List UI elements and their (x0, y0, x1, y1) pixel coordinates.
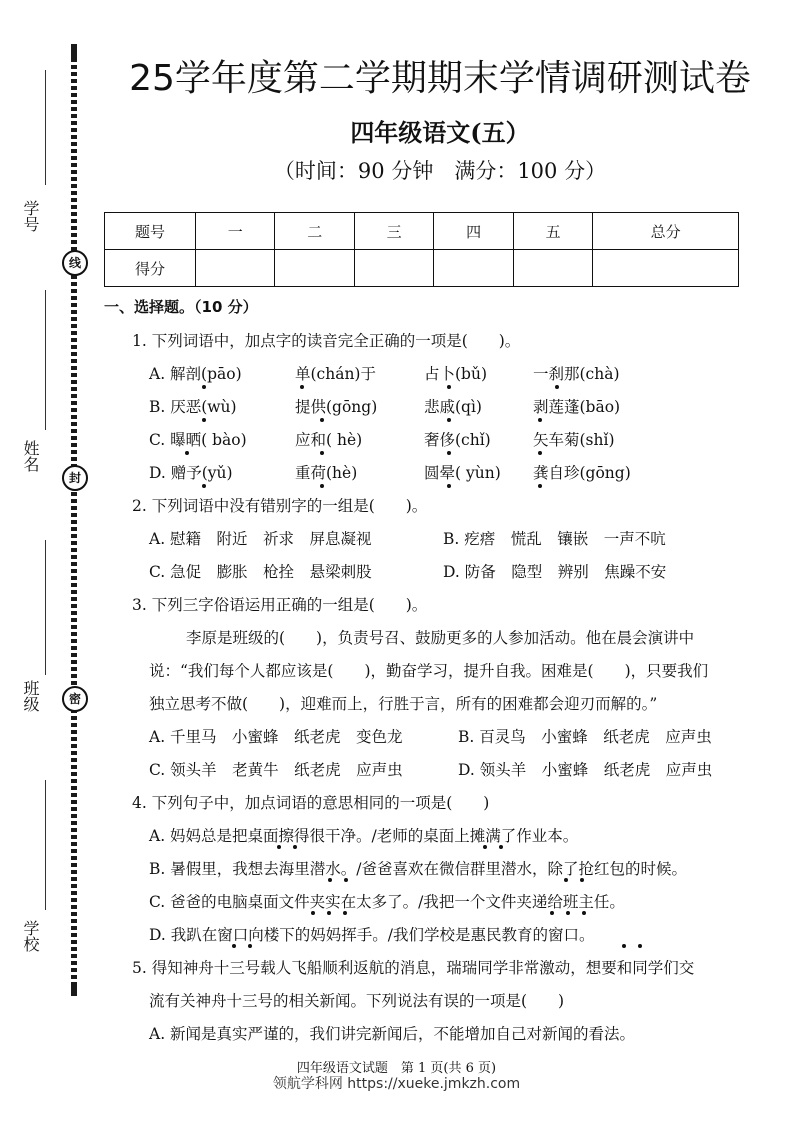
seal-xian: 线 (62, 250, 88, 276)
q4-option-b: B. 暑假里，我想去海里潜水。/爸爸喜欢在微信群里潜水，除了抢红包的时候。 (149, 860, 687, 878)
q1-option-a-4: 一刹那(chà) (533, 365, 620, 383)
emphasis-dot (538, 451, 542, 455)
emphasis-dot (538, 418, 542, 422)
exam-subtitle: 四年级语文(五） (350, 118, 530, 147)
question-5-stem-line-1: 5. 得知神舟十三号载人飞船顺利返航的消息，瑞瑞同学非常激动，想要和同学们交 (132, 959, 695, 977)
q1-option-a-1: A. 解剖(pāo) (149, 365, 242, 383)
score-input-cell[interactable] (354, 250, 433, 287)
table-cell: 一 (196, 213, 275, 250)
binding-strip-cap-bottom (71, 982, 77, 996)
emphasis-dot (483, 845, 487, 849)
emphasis-dot (447, 484, 451, 488)
emphasis-dot (447, 418, 451, 422)
time-info: （时间：90 分钟 满分：100 分） (273, 159, 607, 183)
emphasis-dot (550, 911, 554, 915)
exam-title: 25学年度第二学期期末学情调研测试卷 (129, 58, 751, 99)
q2-option-b: B. 疙瘩 慌乱 镶嵌 一声不吭 (443, 530, 666, 548)
emphasis-dot (582, 911, 586, 915)
q2-option-d: D. 防备 隐型 辨别 焦躁不安 (443, 563, 667, 581)
q3-passage-line-3: 独立思考不做( )，迎难而上，行胜于言，所有的困难都会迎刃而解的。” (149, 695, 658, 713)
school-line (45, 780, 46, 910)
table-cell: 总分 (593, 213, 739, 250)
score-table (104, 212, 739, 287)
score-table-score-row (105, 250, 739, 287)
q3-option-b: B. 百灵鸟 小蜜蜂 纸老虎 应声虫 (458, 728, 712, 746)
emphasis-dot (300, 385, 304, 389)
q3-option-d: D. 领头羊 小蜜蜂 纸老虎 应声虫 (458, 761, 713, 779)
emphasis-dot (538, 484, 542, 488)
q1-option-c-3: 奢侈(chǐ) (424, 431, 491, 449)
q3-option-c: C. 领头羊 老黄牛 纸老虎 应声虫 (149, 761, 403, 779)
score-input-cell[interactable] (513, 250, 592, 287)
emphasis-dot (447, 451, 451, 455)
emphasis-dot (328, 878, 332, 882)
q2-option-c: C. 急促 膨胀 枪拴 悬梁刺股 (149, 563, 372, 581)
question-5-stem-line-2: 流有关神舟十三号的相关新闻。下列说法有误的一项是( ) (149, 992, 565, 1010)
emphasis-dot (564, 878, 568, 882)
q1-option-d-3: 圆晕( yùn) (424, 464, 501, 482)
q1-option-a-3: 占卜(bǔ) (424, 365, 487, 383)
emphasis-dot (320, 484, 324, 488)
watermark-url: 领航学科网 https://xueke.jmkzh.com (272, 1076, 521, 1092)
q4-option-c: C. 爸爸的电脑桌面文件夹实在太多了。/我把一个文件夹递给班主任。 (149, 893, 625, 911)
question-2-stem: 2. 下列词语中没有错别字的一组是( )。 (132, 497, 428, 515)
score-table-header-row (105, 213, 739, 250)
q1-option-b-2: 提供(gōng) (295, 398, 378, 416)
score-input-cell[interactable] (434, 250, 513, 287)
student-id-label: 学号 (21, 200, 40, 232)
q2-option-a: A. 慰籍 附近 祈求 屏息凝视 (149, 530, 372, 548)
table-cell: 题号 (105, 213, 196, 250)
emphasis-dot (232, 944, 236, 948)
score-input-cell[interactable] (275, 250, 354, 287)
q1-option-a-2: 单(chán)于 (295, 365, 376, 383)
class-line (45, 540, 46, 675)
table-cell: 三 (354, 213, 433, 250)
name-label: 姓名 (21, 440, 40, 472)
seal-mi: 密 (62, 686, 88, 712)
name-line (45, 290, 46, 430)
emphasis-dot (622, 944, 626, 948)
emphasis-dot (580, 878, 584, 882)
question-3-stem: 3. 下列三字俗语运用正确的一组是( )。 (132, 596, 428, 614)
emphasis-dot (202, 418, 206, 422)
q3-option-a: A. 千里马 小蜜蜂 纸老虎 变色龙 (149, 728, 403, 746)
q1-option-c-4: 矢车菊(shǐ) (533, 431, 615, 449)
binding-strip (71, 44, 77, 994)
q1-option-d-1: D. 赠予(yǔ) (149, 464, 233, 482)
emphasis-dot (185, 451, 189, 455)
question-4-stem: 4. 下列句子中，加点词语的意思相同的一项是( ) (132, 794, 490, 812)
school-label: 学校 (21, 920, 40, 952)
binding-strip-cap-top (71, 44, 77, 58)
emphasis-dot (320, 418, 324, 422)
q3-passage-line-2: 说：“我们每个人都应该是( )，勤奋学习，提升自我。困难是( )，只要我们 (149, 662, 709, 680)
emphasis-dot (320, 451, 324, 455)
table-cell: 五 (513, 213, 592, 250)
q4-option-d: D. 我趴在窗口向楼下的妈妈挥手。/我们学校是惠民教育的窗口。 (149, 926, 595, 944)
table-cell: 二 (275, 213, 354, 250)
question-1-stem: 1. 下列词语中，加点字的读音完全正确的一项是( )。 (132, 332, 521, 350)
emphasis-dot (327, 911, 331, 915)
table-cell: 四 (434, 213, 513, 250)
emphasis-dot (566, 911, 570, 915)
q1-option-c-2: 应和( hè) (295, 431, 363, 449)
q4-option-a: A. 妈妈总是把桌面擦得很干净。/老师的桌面上摊满了作业本。 (149, 827, 579, 845)
score-input-cell[interactable] (196, 250, 275, 287)
score-input-cell[interactable] (593, 250, 739, 287)
emphasis-dot (447, 385, 451, 389)
emphasis-dot (293, 845, 297, 849)
emphasis-dot (343, 911, 347, 915)
emphasis-dot (499, 845, 503, 849)
emphasis-dot (638, 944, 642, 948)
q1-option-d-4: 龚自珍(gōng) (533, 464, 631, 482)
emphasis-dot (248, 944, 252, 948)
emphasis-dot (344, 878, 348, 882)
student-id-line (45, 70, 46, 185)
emphasis-dot (311, 911, 315, 915)
table-cell: 得分 (105, 250, 196, 287)
q5-option-a: A. 新闻是真实严谨的，我们讲完新闻后，不能增加自己对新闻的看法。 (149, 1025, 636, 1043)
emphasis-dot (555, 385, 559, 389)
page-footer: 四年级语文试题 第 1 页(共 6 页) (296, 1061, 497, 1076)
q1-option-b-4: 剥莲蓬(bāo) (533, 398, 621, 416)
emphasis-dot (202, 484, 206, 488)
emphasis-dot (277, 845, 281, 849)
emphasis-dot (202, 385, 206, 389)
q1-option-b-1: B. 厌恶(wù) (149, 398, 237, 416)
q3-passage-line-1: 李原是班级的( )，负责号召、鼓励更多的人参加活动。他在晨会演讲中 (186, 629, 695, 647)
q1-option-c-1: C. 曝晒( bào) (149, 431, 247, 449)
section-heading: 一、选择题。（10 分） (104, 298, 258, 316)
q1-option-b-3: 悲戚(qì) (424, 398, 482, 416)
q1-option-d-2: 重荷(hè) (295, 464, 358, 482)
seal-feng: 封 (62, 465, 88, 491)
class-label: 班级 (21, 680, 40, 712)
